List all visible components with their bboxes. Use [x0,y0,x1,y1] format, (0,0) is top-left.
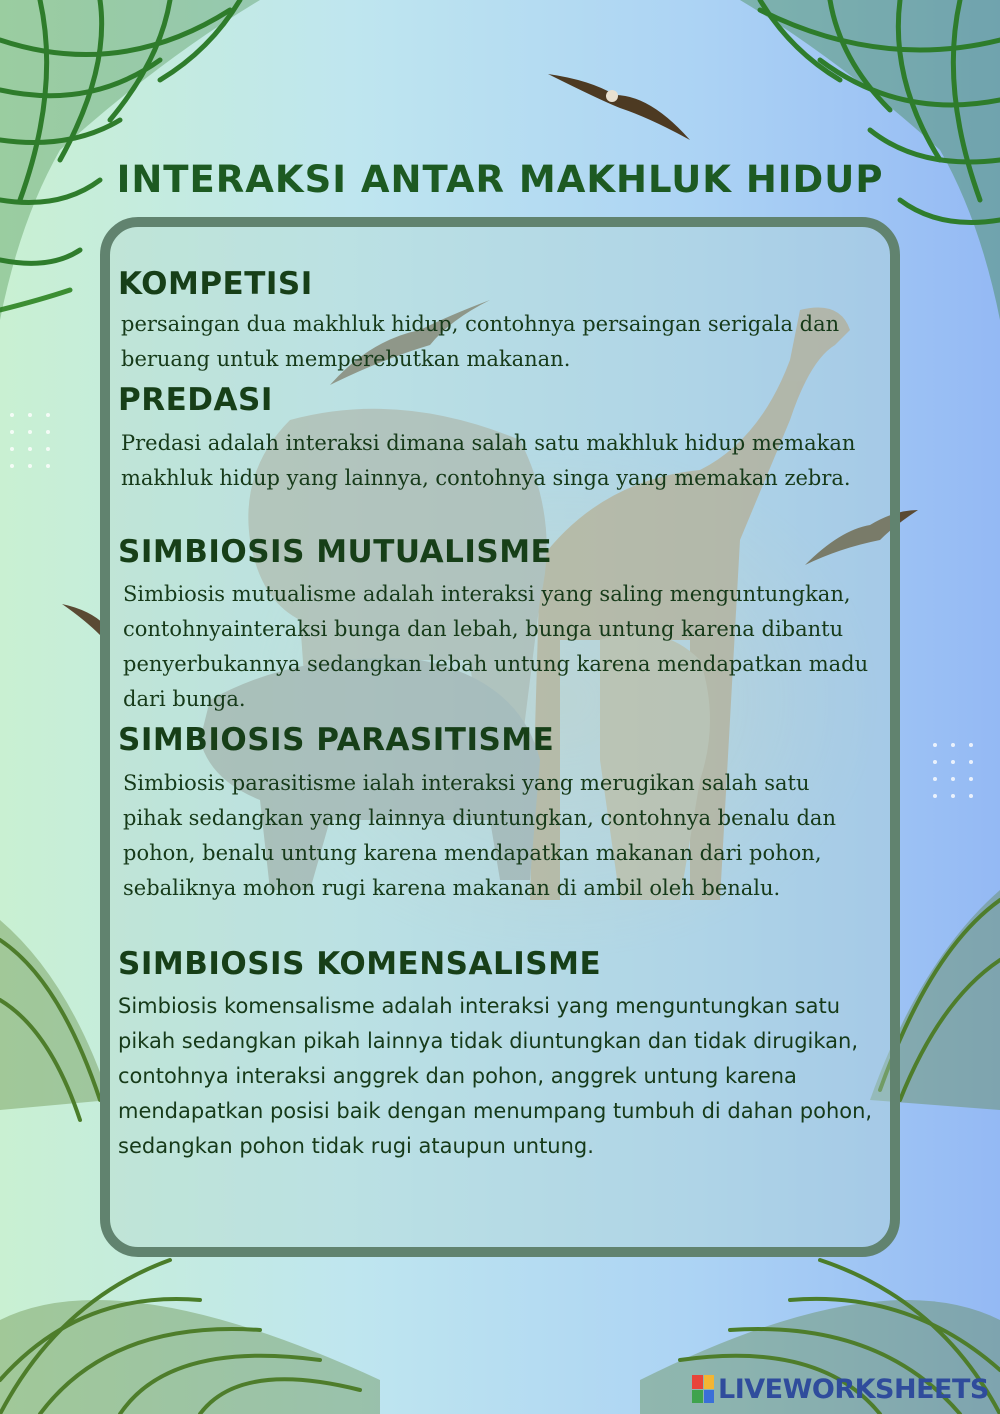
page-title: INTERAKSI ANTAR MAKHLUK HIDUP [116,158,884,201]
dot-grid-right-icon [933,743,973,798]
heading-simbiosis-parasitisme: SIMBIOSIS PARASITISME [118,722,555,758]
text-predasi: Predasi adalah interaksi dimana salah satu makhluk hidup memakan makhluk hidup yang lainnya, contohnya singa yang memakan zebra. [121,431,856,490]
liveworksheets-logo-icon [692,1375,714,1403]
liveworksheets-watermark[interactable] [692,1372,989,1406]
heading-simbiosis-komensalisme: SIMBIOSIS KOMENSALISME [118,946,602,982]
text-simbiosis-komensalisme: Simbiosis komensalisme adalah interaksi yang menguntungkan satu pikah sedangkan pikah lainnya tidak diuntungkan dan tidak dirugikan, contohnya interaksi anggrek dan pohon, anggrek untung karena mendapatkan posisi baik dengan menumpang tumbuh di dahan pohon, sedangkan pohon tidak rugi ataupun untung. [118,994,873,1158]
watermark-text: LIVEWORKSHEETS [718,1373,989,1405]
text-simbiosis-parasitisme: Simbiosis parasitisme ialah interaksi yang merugikan salah satu pihak sedangkan yang lainnya diuntungkan, contohnya benalu dan pohon, benalu untung karena mendapatkan makanan dari pohon, sebaliknya mohon rugi karena makanan di ambil oleh benalu. [123,771,836,900]
bird-top-icon [548,74,690,140]
dot-grid-left-icon [10,413,50,468]
text-simbiosis-mutualisme: Simbiosis mutualisme adalah interaksi yang saling menguntungkan, contohnyainteraksi bunga dan lebah, bunga untung karena dibantu penyerbukannya sedangkan lebah untung karena mendapatkan madu dari bunga. [123,582,869,711]
heading-kompetisi: KOMPETISI [118,266,313,302]
bird-left-icon [62,604,105,635]
heading-simbiosis-mutualisme: SIMBIOSIS MUTUALISME [118,534,553,570]
text-kompetisi: persaingan dua makhluk hidup, contohnya persaingan serigala dan beruang untuk memperebutkan makanan. [121,312,840,371]
heading-predasi: PREDASI [118,382,273,418]
